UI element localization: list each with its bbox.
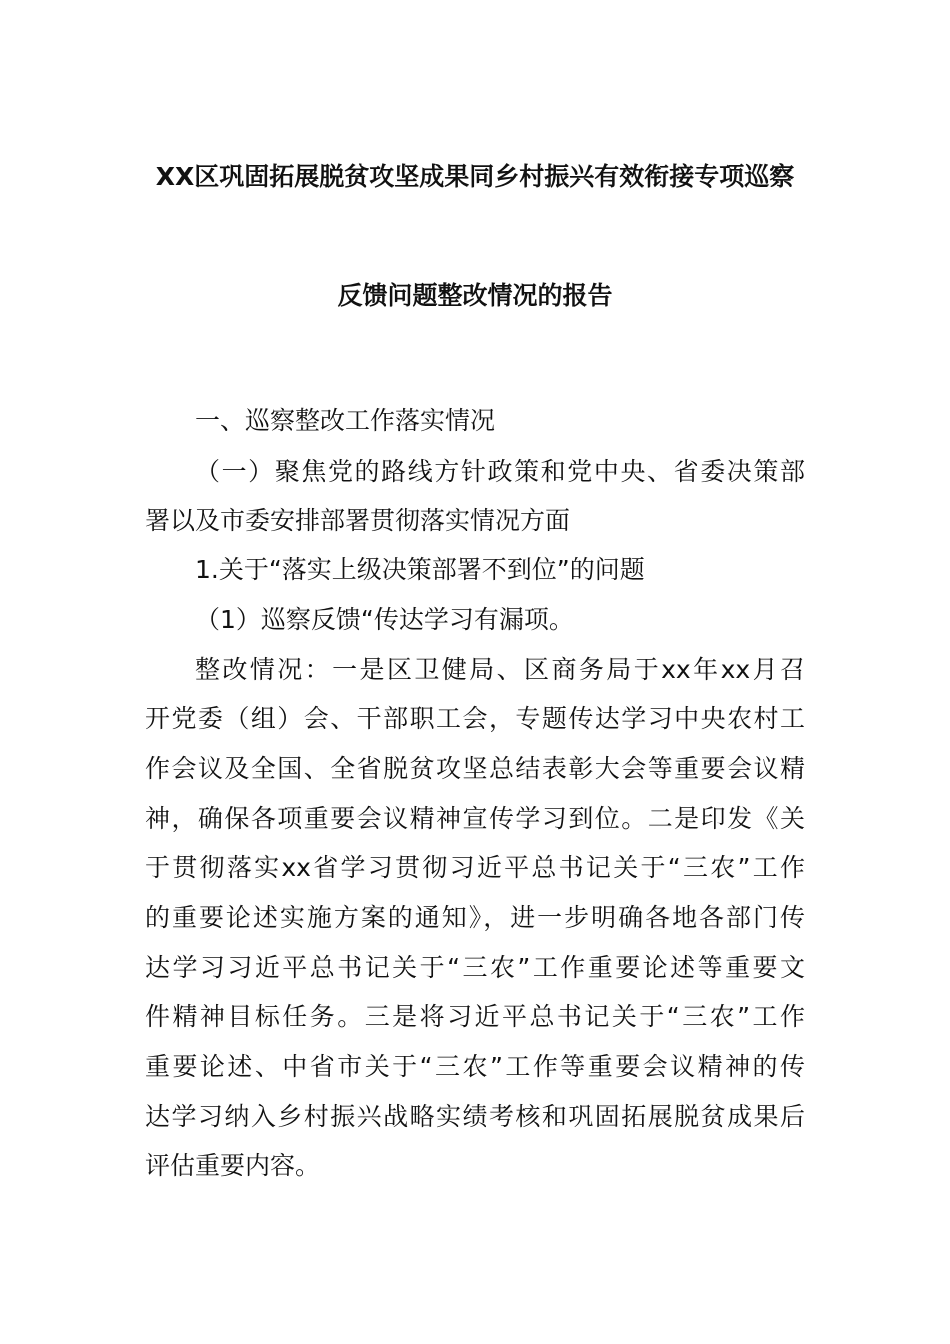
paragraph-line: 于贯彻落实xx省学习贯彻习近平总书记关于“三农”工作 [145,853,805,882]
paragraph-line: 开党委（组）会、干部职工会，专题传达学习中央农村工 [145,704,805,733]
paragraph-line: 整改情况：一是区卫健局、区商务局于xx年xx月召 [195,655,805,684]
paragraph-line: 作会议及全国、全省脱贫攻坚总结表彰大会等重要会议精 [145,754,805,783]
issue-subheading: （1）巡察反馈“传达学习有漏项。 [195,605,574,634]
paragraph-line: 达学习纳入乡村振兴战略实绩考核和巩固拓展脱贫成果后 [145,1102,805,1131]
subsection-heading-line-1: （一）聚焦党的路线方针政策和党中央、省委决策部 [195,457,805,486]
paragraph-line: 件精神目标任务。三是将习近平总书记关于“三农”工作 [145,1002,805,1031]
paragraph-line: 达学习习近平总书记关于“三农”工作重要论述等重要文 [145,953,805,982]
document-title-line-1: XX区巩固拓展脱贫攻坚成果同乡村振兴有效衔接专项巡察 [155,162,795,191]
document-title-line-2: 反馈问题整改情况的报告 [337,281,613,310]
issue-heading: 1.关于“落实上级决策部署不到位”的问题 [195,555,645,584]
paragraph-line: 评估重要内容。 [145,1151,321,1180]
section-heading: 一、巡察整改工作落实情况 [195,406,496,435]
paragraph-line: 重要论述、中省市关于“三农”工作等重要会议精神的传 [145,1052,805,1081]
paragraph-line: 神，确保各项重要会议精神宣传学习到位。二是印发《关 [145,804,805,833]
paragraph-line: 的重要论述实施方案的通知》，进一步明确各地各部门传 [145,903,805,932]
subsection-heading-line-2: 署以及市委安排部署贯彻落实情况方面 [145,506,571,535]
